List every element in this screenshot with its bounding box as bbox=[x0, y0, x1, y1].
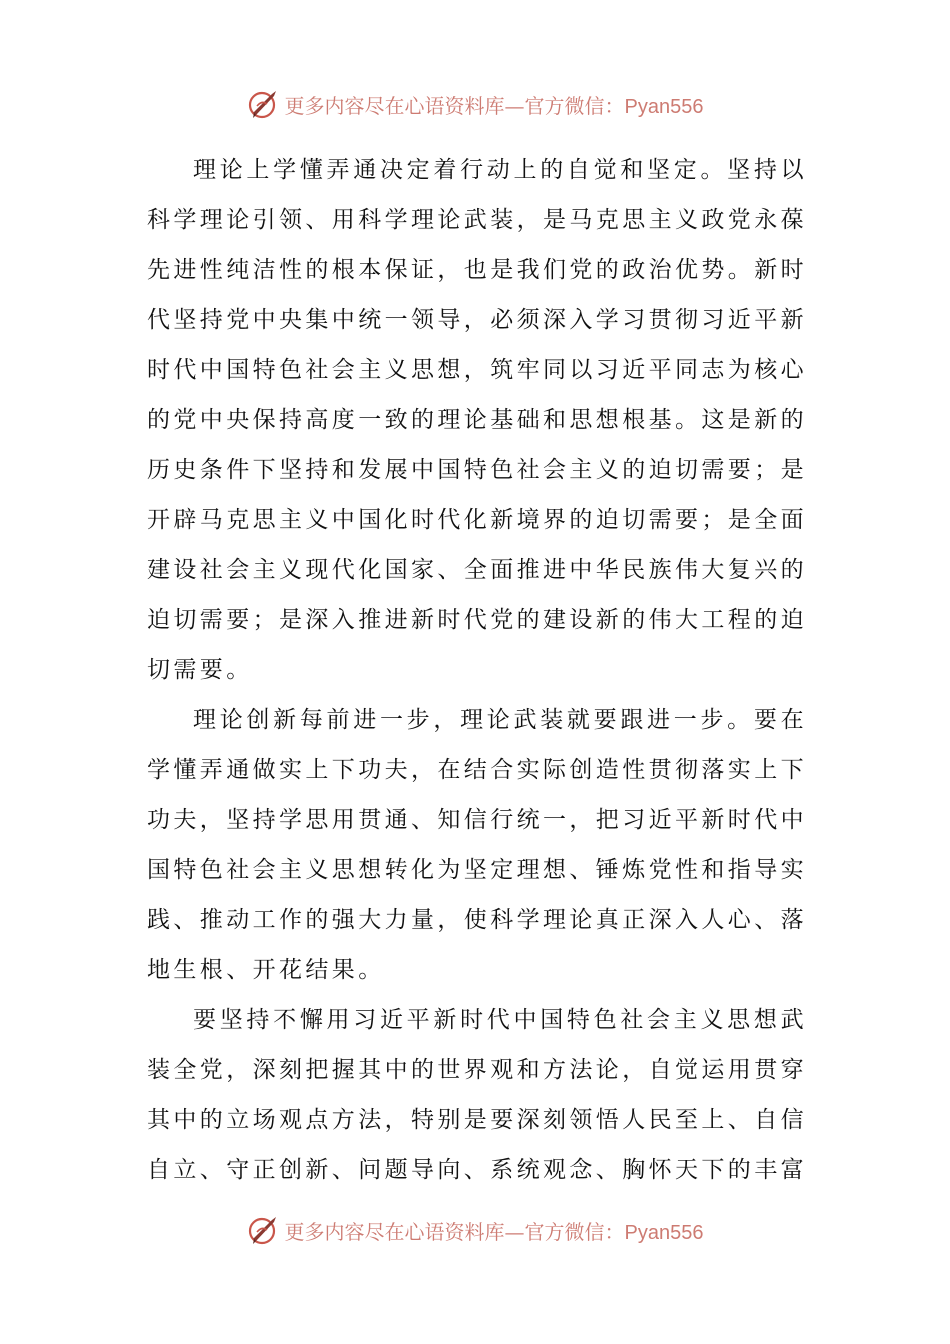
footer-wechat-label: 官方微信： bbox=[524, 1219, 625, 1244]
paragraph-1: 理论上学懂弄通决定着行动上的自觉和坚定。坚持以科学理论引领、用科学理论武装，是马克思主义政党永葆先进性纯洁性的根本保证，也是我们党的政治优势。新时代坚持党中央集中统一领导，必须深入学习贯彻习近平新时代中国特色社会主义思想，筑牢同以习近平同志为核心的党中央保持高度一致的理论基础和思想根基。这是新的历史条件下坚持和发展中国特色社会主义的迫切需要；是开辟马克思主义中国化时代化新境界的迫切需要；是全面建设社会主义现代化国家、全面推进中华民族伟大复兴的迫切需要；是深入推进新时代党的建设新的伟大工程的迫切需要。 bbox=[147, 157, 807, 683]
footer-dash: — bbox=[504, 1219, 525, 1244]
footer-banner bbox=[0, 1210, 950, 1250]
header-dash: — bbox=[504, 93, 525, 118]
pen-logo-icon bbox=[247, 87, 281, 121]
header-brand-text: 更多内容尽在心语资料库 bbox=[284, 93, 505, 118]
header-banner bbox=[0, 84, 950, 124]
paragraph-3: 要坚持不懈用习近平新时代中国特色社会主义思想武装全党，深刻把握其中的世界观和方法论，自觉运用贯穿其中的立场观点方法，特别是要深刻领悟人民至上、自信自立、守正创新、问题导向、系统观念、胸怀天下的丰富 bbox=[147, 1007, 807, 1183]
body-content bbox=[147, 145, 807, 1195]
pen-logo-icon bbox=[247, 1213, 281, 1247]
footer-wechat-id: Pyan556 bbox=[624, 1221, 704, 1244]
header-banner-text bbox=[285, 90, 704, 119]
header-wechat-id: Pyan556 bbox=[624, 95, 704, 118]
footer-banner-text bbox=[285, 1216, 704, 1245]
header-banner-inner bbox=[247, 87, 704, 121]
paragraph-2: 理论创新每前进一步，理论武装就要跟进一步。要在学懂弄通做实上下功夫，在结合实际创造性贯彻落实上下功夫，坚持学思用贯通、知信行统一，把习近平新时代中国特色社会主义思想转化为坚定理想、锤炼党性和指导实践、推动工作的强大力量，使科学理论真正深入人心、落地生根、开花结果。 bbox=[147, 707, 807, 983]
footer-banner-inner bbox=[247, 1213, 704, 1247]
footer-brand-text: 更多内容尽在心语资料库 bbox=[284, 1219, 505, 1244]
header-wechat-label: 官方微信： bbox=[524, 93, 625, 118]
